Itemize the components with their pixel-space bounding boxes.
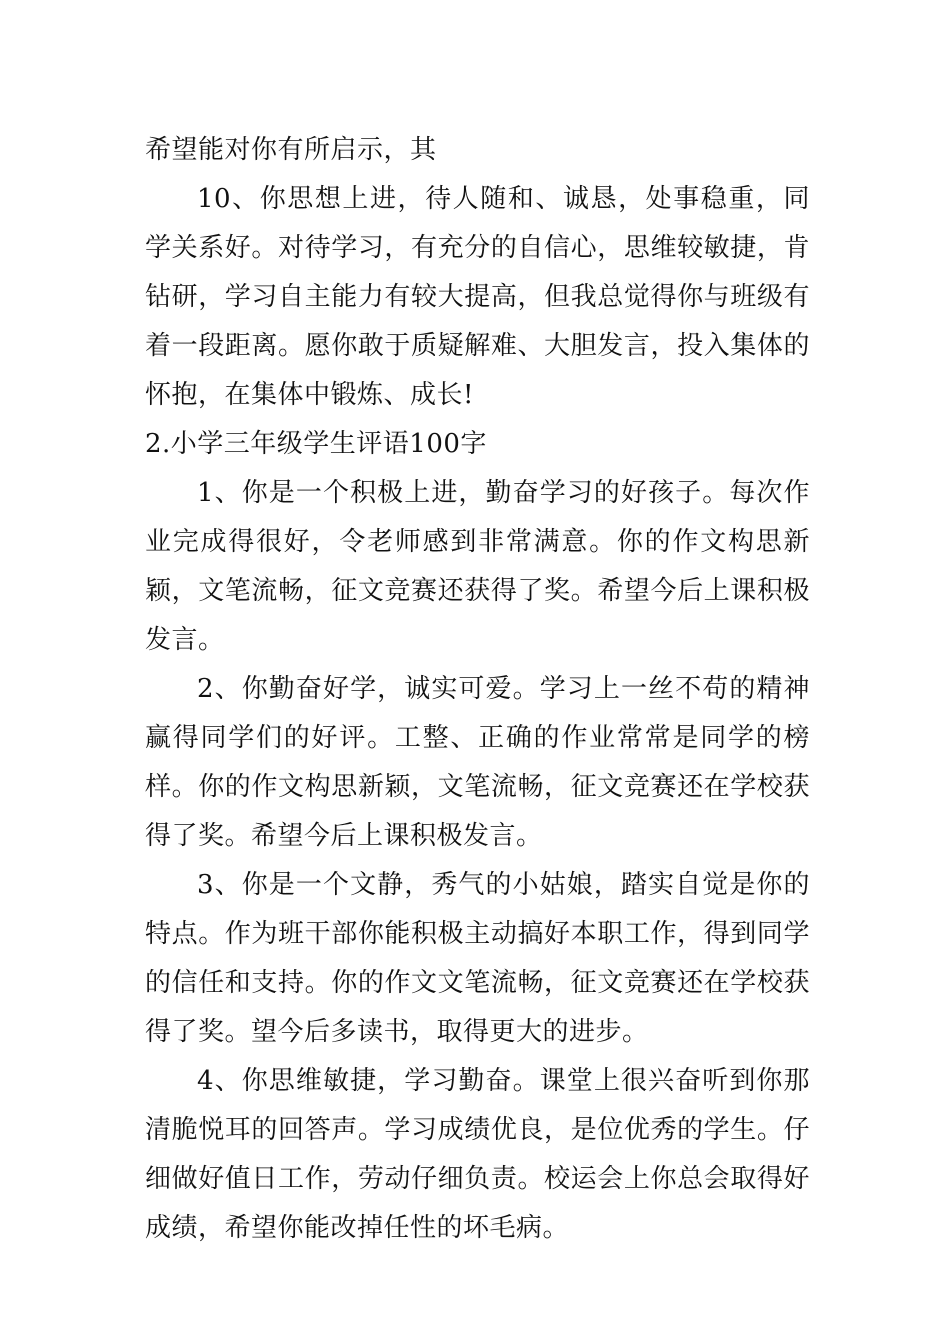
paragraph-continuation: 希望能对你有所启示，其 bbox=[145, 135, 437, 165]
paragraph-comment-3: 3、你是一个文静，秀气的小姑娘，踏实自觉是你的特点。作为班干部你能积极主动搞好本职工作，得到同学的信任和支持。你的作文文笔流畅，征文竞赛还在学校获得了奖。望今后多读书，取得更大的进步。 bbox=[145, 870, 810, 1047]
paragraph-comment-2: 2、你勤奋好学，诚实可爱。学习上一丝不苟的精神赢得同学们的好评。工整、正确的作业常常是同学的榜样。你的作文构思新颖，文笔流畅，征文竞赛还在学校获得了奖。希望今后上课积极发言。 bbox=[145, 674, 810, 851]
paragraph-comment-4: 4、你思维敏捷，学习勤奋。课堂上很兴奋听到你那清脆悦耳的回答声。学习成绩优良，是位优秀的学生。仔细做好值日工作，劳动仔细负责。校运会上你总会取得好成绩，希望你能改掉任性的坏毛病。 bbox=[145, 1066, 810, 1243]
paragraph-comment-1: 1、你是一个积极上进，勤奋学习的好孩子。每次作业完成得很好，令老师感到非常满意。你的作文构思新颖，文笔流畅，征文竞赛还获得了奖。希望今后上课积极发言。 bbox=[145, 478, 810, 655]
document-body bbox=[145, 126, 810, 1253]
section-heading: 2.小学三年级学生评语100字 bbox=[145, 429, 487, 459]
paragraph-comment-10: 10、你思想上进，待人随和、诚恳，处事稳重，同学关系好。对待学习，有充分的自信心，思维较敏捷，肯钻研，学习自主能力有较大提高，但我总觉得你与班级有着一段距离。愿你敢于质疑解难、大胆发言，投入集体的怀抱，在集体中锻炼、成长! bbox=[145, 184, 810, 410]
